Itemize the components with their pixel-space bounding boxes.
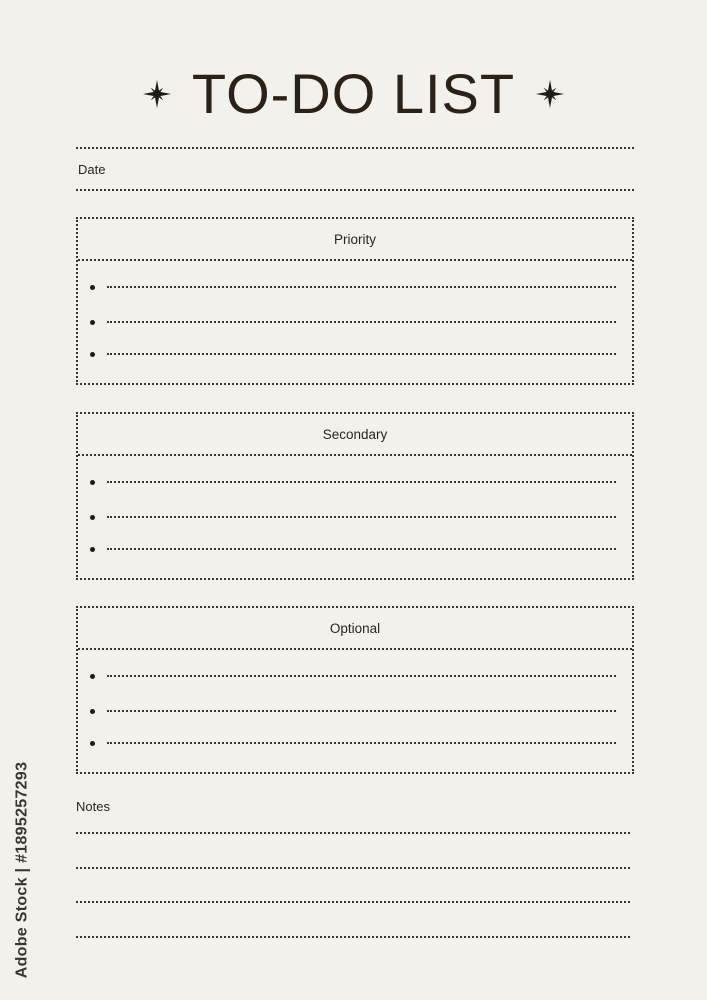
task-line[interactable]	[107, 286, 616, 288]
task-line[interactable]	[107, 548, 616, 550]
task-item[interactable]	[90, 543, 616, 555]
task-line[interactable]	[107, 353, 616, 355]
notes-line[interactable]	[76, 901, 630, 903]
bullet-dot-icon	[90, 547, 95, 552]
watermark-text: Adobe Stock | #1895257293	[13, 761, 31, 978]
section-heading: Secondary	[78, 414, 632, 456]
bullet-dot-icon	[90, 709, 95, 714]
task-line[interactable]	[107, 675, 616, 677]
task-line[interactable]	[107, 516, 616, 518]
sparkle-star-icon	[535, 79, 565, 109]
date-field-line[interactable]	[76, 189, 634, 191]
page-title: TO-DO LIST	[191, 62, 516, 125]
bullet-dot-icon	[90, 285, 95, 290]
task-item[interactable]	[90, 670, 616, 682]
task-item[interactable]	[90, 348, 616, 360]
date-top-rule	[76, 147, 634, 149]
task-item[interactable]	[90, 511, 616, 523]
title-row	[0, 58, 707, 130]
date-label: Date	[78, 162, 106, 177]
priority-section	[76, 217, 634, 385]
section-heading: Priority	[78, 219, 632, 261]
bullet-dot-icon	[90, 480, 95, 485]
bullet-dot-icon	[90, 741, 95, 746]
optional-section	[76, 606, 634, 774]
task-line[interactable]	[107, 321, 616, 323]
task-line[interactable]	[107, 710, 616, 712]
section-heading: Optional	[78, 608, 632, 650]
stock-watermark	[10, 752, 34, 987]
bullet-dot-icon	[90, 320, 95, 325]
task-item[interactable]	[90, 737, 616, 749]
task-item[interactable]	[90, 281, 616, 293]
notes-line[interactable]	[76, 867, 630, 869]
bullet-dot-icon	[90, 515, 95, 520]
task-line[interactable]	[107, 481, 616, 483]
notes-line[interactable]	[76, 832, 630, 834]
notes-line[interactable]	[76, 936, 630, 938]
notes-label: Notes	[76, 799, 110, 814]
bullet-dot-icon	[90, 352, 95, 357]
bullet-dot-icon	[90, 674, 95, 679]
task-line[interactable]	[107, 742, 616, 744]
task-item[interactable]	[90, 705, 616, 717]
sparkle-star-icon	[142, 79, 172, 109]
task-item[interactable]	[90, 316, 616, 328]
secondary-section	[76, 412, 634, 580]
task-item[interactable]	[90, 476, 616, 488]
